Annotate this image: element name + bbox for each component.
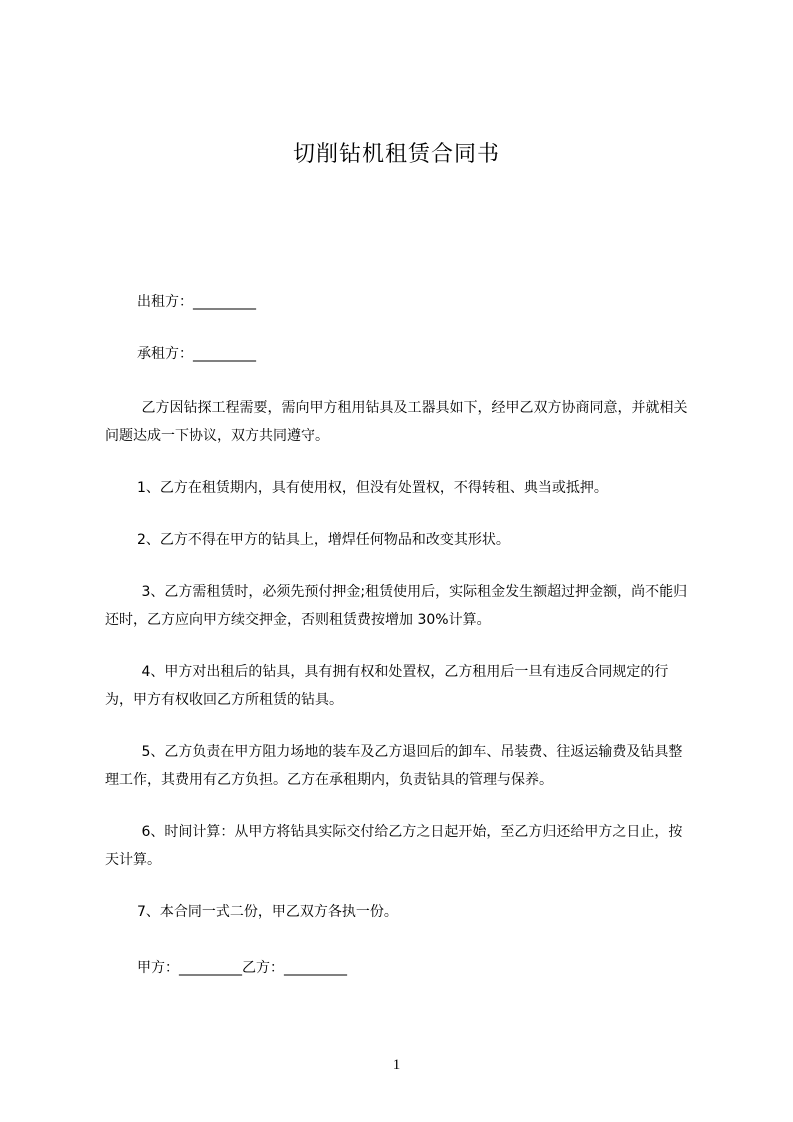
lessor-line: 出租方：_________ [137,294,256,310]
clause-2: 2、乙方不得在甲方的钻具上，增焊任何物品和改变其形状。 [137,532,510,548]
clause-7: 7、本合同一式二份，甲乙双方各执一份。 [137,904,398,920]
signature-line: 甲方：_________乙方：_________ [137,960,347,976]
clause-4: 4、甲方对出租后的钻具，具有拥有权和处置权，乙方租用后一旦有违反合同规定的行为，甲方有权收回乙方所租赁的钻具。 [105,664,669,708]
intro-paragraph: 乙方因钻探工程需要，需向甲方租用钻具及工器具如下，经甲乙双方协商同意，并就相关问题达成一下协议，双方共同遵守。 [105,400,688,444]
clause-6: 6、时间计算：从甲方将钻具实际交付给乙方之日起开始，至乙方归还给甲方之日止，按天计算。 [105,824,683,868]
clause-1: 1、乙方在租赁期内，具有使用权，但没有处置权，不得转租、典当或抵押。 [137,480,608,496]
lessee-line: 承租方：_________ [137,346,256,362]
clause-3: 3、乙方需租赁时，必须先预付押金;租赁使用后，实际租金发生额超过押金额，尚不能归还时，乙方应向甲方续交押金，否则租赁费按增加 30%计算。 [105,584,688,628]
page-number: 1 [392,1057,401,1073]
clause-5: 5、乙方负责在甲方阻力场地的装车及乙方退回后的卸车、吊装费、往返运输费及钻具整理工作，其费用有乙方负担。乙方在承租期内，负责钻具的管理与保养。 [105,744,683,788]
document-title: 切削钻机租赁合同书 [292,142,500,167]
